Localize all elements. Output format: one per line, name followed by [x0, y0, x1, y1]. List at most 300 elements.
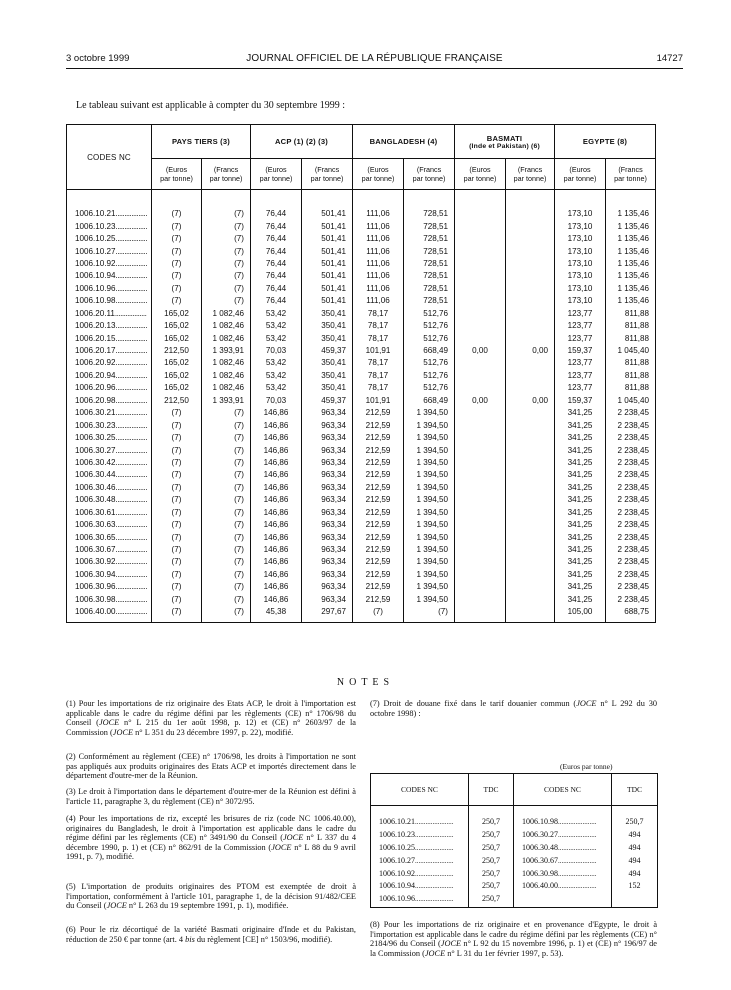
duty-value-cell [506, 258, 555, 270]
duty-value-cell: 668,49 [404, 345, 455, 357]
duty-value-cell [455, 519, 506, 531]
duty-value-cell: 512,76 [404, 370, 455, 382]
duty-value-cell [506, 220, 555, 232]
cn-code-cell: 1006.20.11.................. [67, 308, 152, 320]
header-rule [66, 68, 683, 69]
duty-value-cell [455, 407, 506, 419]
duty-value-cell [455, 569, 506, 581]
duty-value-cell [506, 370, 555, 382]
duty-value-cell: 2 238,45 [606, 531, 656, 543]
basmati-subtitle: (Inde et Pakistan) (6) [469, 142, 540, 150]
table-row [67, 208, 656, 220]
duty-value-cell: 212,59 [353, 507, 404, 519]
duty-value-cell: (7) [202, 295, 251, 307]
duty-value-cell [506, 594, 555, 606]
cn-code-cell: 1006.10.96...................... [371, 893, 469, 908]
duty-value-cell [506, 544, 555, 556]
duty-value-cell: 1 045,40 [606, 345, 656, 357]
duty-value-cell: 212,59 [353, 469, 404, 481]
duty-value-cell: 341,25 [555, 457, 606, 469]
duty-value-cell: 1 394,50 [404, 519, 455, 531]
table-row [67, 233, 656, 245]
unit-header-euros: (Euros par tonne) [251, 159, 302, 190]
cn-code-cell: 1006.10.25...................... [371, 842, 469, 855]
duty-value-cell: 1 135,46 [606, 220, 656, 232]
duty-value-cell [506, 581, 555, 593]
duty-value-cell: 297,67 [302, 606, 353, 623]
table-row [67, 308, 656, 320]
duty-value-cell [506, 569, 555, 581]
cn-code-cell: 1006.10.27...................... [371, 854, 469, 867]
intro-text: Le tableau suivant est applicable à compter du 30 septembre 1999 : [76, 100, 346, 111]
tdc-value-cell: 494 [612, 842, 658, 855]
duty-value-cell: 501,41 [302, 283, 353, 295]
duty-value-cell: (7) [202, 233, 251, 245]
duty-value-cell: 173,10 [555, 258, 606, 270]
duty-value-cell [506, 295, 555, 307]
duty-value-cell [455, 295, 506, 307]
duty-value-cell: 1 082,46 [202, 308, 251, 320]
tariff-rows [67, 208, 656, 623]
duty-value-cell [455, 544, 506, 556]
note-3: (3) Le droit à l'importation dans le département d'outre-mer de la Réunion est défini à l'article 11, paragraphe 3, du règlement (CE) n° 3072/95. [66, 787, 356, 806]
duty-value-cell: (7) [202, 519, 251, 531]
duty-value-cell: (7) [202, 581, 251, 593]
tdc-header-tdc: TDC [612, 774, 658, 806]
duty-value-cell: 1 394,50 [404, 544, 455, 556]
table-row [67, 531, 656, 543]
duty-value-cell [506, 432, 555, 444]
duty-value-cell: (7) [152, 220, 202, 232]
duty-value-cell: (7) [152, 233, 202, 245]
codes-nc-header: CODES NC [67, 125, 152, 190]
cn-code-cell: 1006.10.27.................. [67, 245, 152, 257]
cn-code-cell: 1006.30.44.................. [67, 469, 152, 481]
tdc-value-cell: 494 [612, 867, 658, 880]
tdc-table [370, 773, 658, 908]
cn-code-cell: 1006.20.96.................. [67, 382, 152, 394]
duty-value-cell: 512,76 [404, 308, 455, 320]
duty-value-cell: 350,41 [302, 320, 353, 332]
duty-value-cell: 173,10 [555, 270, 606, 282]
duty-value-cell: 173,10 [555, 233, 606, 245]
duty-value-cell [506, 507, 555, 519]
duty-value-cell: 1 394,50 [404, 556, 455, 568]
duty-value-cell [455, 357, 506, 369]
duty-value-cell: 165,02 [152, 382, 202, 394]
duty-value-cell: 728,51 [404, 295, 455, 307]
cn-code-cell: 1006.30.27.................. [67, 444, 152, 456]
duty-value-cell [455, 432, 506, 444]
table-row [67, 482, 656, 494]
duty-value-cell [455, 469, 506, 481]
tdc-value-cell: 250,7 [469, 880, 514, 893]
duty-value-cell: 76,44 [251, 233, 302, 245]
duty-value-cell: (7) [152, 457, 202, 469]
duty-value-cell: 2 238,45 [606, 444, 656, 456]
duty-value-cell: 728,51 [404, 208, 455, 220]
tdc-value-cell: 250,7 [469, 854, 514, 867]
cn-code-cell: 1006.20.92.................. [67, 357, 152, 369]
duty-value-cell: 1 135,46 [606, 270, 656, 282]
unit-header-euros: (Euros par tonne) [152, 159, 202, 190]
duty-value-cell: 512,76 [404, 332, 455, 344]
duty-value-cell: 76,44 [251, 208, 302, 220]
duty-value-cell: 101,91 [353, 345, 404, 357]
duty-value-cell: 173,10 [555, 208, 606, 220]
duty-value-cell: 146,86 [251, 519, 302, 531]
group-header-bangladesh: BANGLADESH (4) [353, 125, 455, 159]
duty-value-cell: 459,37 [302, 345, 353, 357]
duty-value-cell: (7) [202, 594, 251, 606]
duty-value-cell: (7) [202, 494, 251, 506]
duty-value-cell: 0,00 [506, 345, 555, 357]
duty-value-cell: (7) [152, 295, 202, 307]
duty-value-cell: 963,34 [302, 519, 353, 531]
table-row [371, 854, 658, 867]
duty-value-cell: 963,34 [302, 444, 353, 456]
duty-value-cell: 212,59 [353, 419, 404, 431]
table-row [67, 507, 656, 519]
duty-value-cell: 350,41 [302, 308, 353, 320]
duty-value-cell [506, 357, 555, 369]
cn-code-cell: 1006.30.98...................... [514, 867, 612, 880]
duty-value-cell [455, 556, 506, 568]
duty-value-cell: 212,59 [353, 407, 404, 419]
duty-value-cell [455, 370, 506, 382]
duty-value-cell: 146,86 [251, 544, 302, 556]
duty-value-cell: (7) [202, 245, 251, 257]
duty-value-cell: 963,34 [302, 469, 353, 481]
table-row [67, 544, 656, 556]
note-6: (6) Pour le riz décortiqué de la variété Basmati originaire d'Inde et du Pakistan, réduction de 250 € par tonne (art. 4 bis du règlement [CE] n° 1503/96, modifié). [66, 925, 356, 944]
duty-value-cell: 146,86 [251, 482, 302, 494]
table-row [67, 432, 656, 444]
cn-code-cell: 1006.30.98.................. [67, 594, 152, 606]
journal-title: JOURNAL OFFICIEL DE LA RÉPUBLIQUE FRANÇAISE [246, 53, 503, 64]
duty-value-cell: 76,44 [251, 295, 302, 307]
duty-value-cell: 70,03 [251, 345, 302, 357]
duty-value-cell: 159,37 [555, 395, 606, 407]
cn-code-cell: 1006.10.23.................. [67, 220, 152, 232]
duty-value-cell: (7) [202, 444, 251, 456]
tariff-table [66, 124, 656, 623]
duty-value-cell [506, 245, 555, 257]
duty-value-cell: 70,03 [251, 395, 302, 407]
duty-value-cell [455, 444, 506, 456]
tdc-value-cell: 250,7 [469, 816, 514, 829]
duty-value-cell: 1 394,50 [404, 419, 455, 431]
duty-value-cell: 1 394,50 [404, 581, 455, 593]
duty-value-cell: 111,06 [353, 283, 404, 295]
duty-value-cell: (7) [202, 457, 251, 469]
duty-value-cell [455, 270, 506, 282]
unit-header-row [67, 159, 656, 190]
duty-value-cell [455, 482, 506, 494]
duty-value-cell [506, 457, 555, 469]
duty-value-cell: 78,17 [353, 308, 404, 320]
duty-value-cell: 2 238,45 [606, 482, 656, 494]
group-header-basmati [455, 125, 555, 159]
duty-value-cell: 2 238,45 [606, 432, 656, 444]
duty-value-cell: 341,25 [555, 531, 606, 543]
duty-value-cell: 1 394,50 [404, 457, 455, 469]
cn-code-cell: 1006.30.65.................. [67, 531, 152, 543]
duty-value-cell: (7) [202, 270, 251, 282]
duty-value-cell: 1 394,50 [404, 494, 455, 506]
duty-value-cell: 146,86 [251, 494, 302, 506]
duty-value-cell: 459,37 [302, 395, 353, 407]
duty-value-cell: 501,41 [302, 220, 353, 232]
cn-code-cell: 1006.30.21.................. [67, 407, 152, 419]
duty-value-cell: 78,17 [353, 320, 404, 332]
issue-date: 3 octobre 1999 [66, 53, 130, 64]
duty-value-cell: 165,02 [152, 332, 202, 344]
duty-value-cell: (7) [152, 258, 202, 270]
duty-value-cell: 2 238,45 [606, 494, 656, 506]
duty-value-cell [506, 519, 555, 531]
duty-value-cell [455, 220, 506, 232]
duty-value-cell: 728,51 [404, 258, 455, 270]
duty-value-cell: (7) [202, 606, 251, 623]
duty-value-cell: 212,59 [353, 444, 404, 456]
duty-value-cell: (7) [353, 606, 404, 623]
duty-value-cell: 728,51 [404, 245, 455, 257]
duty-value-cell: 350,41 [302, 357, 353, 369]
duty-value-cell: 78,17 [353, 370, 404, 382]
duty-value-cell: 811,88 [606, 308, 656, 320]
table-row [67, 419, 656, 431]
duty-value-cell [506, 382, 555, 394]
duty-value-cell: 53,42 [251, 382, 302, 394]
duty-value-cell: 341,25 [555, 594, 606, 606]
duty-value-cell: 78,17 [353, 332, 404, 344]
tdc-header-codes: CODES NC [514, 774, 612, 806]
duty-value-cell: 2 238,45 [606, 457, 656, 469]
duty-value-cell: 963,34 [302, 494, 353, 506]
basmati-title: BASMATI [486, 133, 523, 143]
duty-value-cell: (7) [202, 507, 251, 519]
table-row [67, 332, 656, 344]
duty-value-cell: 212,59 [353, 544, 404, 556]
cn-code-cell: 1006.30.63.................. [67, 519, 152, 531]
cn-code-cell: 1006.20.13.................. [67, 320, 152, 332]
duty-value-cell: 728,51 [404, 233, 455, 245]
duty-value-cell [455, 245, 506, 257]
duty-value-cell: 811,88 [606, 370, 656, 382]
duty-value-cell: 1 394,50 [404, 469, 455, 481]
duty-value-cell [455, 606, 506, 623]
unit-header-francs: (Francs par tonne) [606, 159, 656, 190]
duty-value-cell [455, 594, 506, 606]
cn-code-cell: 1006.30.94.................. [67, 569, 152, 581]
duty-value-cell: 146,86 [251, 457, 302, 469]
duty-value-cell [455, 419, 506, 431]
duty-value-cell: 1 082,46 [202, 382, 251, 394]
duty-value-cell: (7) [202, 220, 251, 232]
duty-value-cell [455, 258, 506, 270]
table-row [67, 245, 656, 257]
duty-value-cell: 1 393,91 [202, 345, 251, 357]
duty-value-cell: 350,41 [302, 370, 353, 382]
cn-code-cell: 1006.30.96.................. [67, 581, 152, 593]
duty-value-cell: 1 394,50 [404, 407, 455, 419]
duty-value-cell [455, 308, 506, 320]
duty-value-cell: 212,59 [353, 556, 404, 568]
duty-value-cell: 76,44 [251, 270, 302, 282]
duty-value-cell: 2 238,45 [606, 556, 656, 568]
duty-value-cell: 963,34 [302, 594, 353, 606]
table-row [67, 494, 656, 506]
table-row [67, 357, 656, 369]
duty-value-cell: 111,06 [353, 208, 404, 220]
duty-value-cell: (7) [202, 544, 251, 556]
duty-value-cell: 1 135,46 [606, 283, 656, 295]
duty-value-cell: 212,50 [152, 395, 202, 407]
duty-value-cell: 146,86 [251, 569, 302, 581]
duty-value-cell: 811,88 [606, 382, 656, 394]
duty-value-cell: 53,42 [251, 308, 302, 320]
duty-value-cell: 668,49 [404, 395, 455, 407]
duty-value-cell: 963,34 [302, 569, 353, 581]
duty-value-cell: (7) [202, 432, 251, 444]
cn-code-cell [514, 893, 612, 908]
cn-code-cell: 1006.10.98.................. [67, 295, 152, 307]
duty-value-cell: 146,86 [251, 594, 302, 606]
duty-value-cell [455, 531, 506, 543]
tdc-rows [371, 806, 658, 908]
duty-value-cell: (7) [202, 407, 251, 419]
duty-value-cell: (7) [152, 283, 202, 295]
table-row [67, 295, 656, 307]
duty-value-cell: 165,02 [152, 370, 202, 382]
table-row [67, 606, 656, 623]
duty-value-cell: 1 045,40 [606, 395, 656, 407]
table-row [67, 519, 656, 531]
group-header-pays-tiers: PAYS TIERS (3) [152, 125, 251, 159]
duty-value-cell: 501,41 [302, 258, 353, 270]
table-row [67, 382, 656, 394]
duty-value-cell [506, 320, 555, 332]
tdc-value-cell: 494 [612, 854, 658, 867]
duty-value-cell: (7) [152, 444, 202, 456]
duty-value-cell: (7) [152, 419, 202, 431]
group-header-acp: ACP (1) (2) (3) [251, 125, 353, 159]
duty-value-cell: 146,86 [251, 444, 302, 456]
duty-value-cell: 53,42 [251, 332, 302, 344]
duty-value-cell: 2 238,45 [606, 594, 656, 606]
duty-value-cell [506, 407, 555, 419]
duty-value-cell: 963,34 [302, 482, 353, 494]
tdc-header-codes: CODES NC [371, 774, 469, 806]
table-row [67, 581, 656, 593]
note-7: (7) Droit de douane fixé dans le tarif douanier commun (JOCE n° L 292 du 30 octobre 1998) : [370, 699, 657, 718]
duty-value-cell: 212,59 [353, 569, 404, 581]
cn-code-cell: 1006.30.25.................. [67, 432, 152, 444]
duty-value-cell: 146,86 [251, 419, 302, 431]
duty-value-cell: (7) [152, 270, 202, 282]
table-row [67, 395, 656, 407]
duty-value-cell: 0,00 [506, 395, 555, 407]
table-row [371, 880, 658, 893]
duty-value-cell [506, 444, 555, 456]
duty-value-cell: 1 135,46 [606, 233, 656, 245]
duty-value-cell: 212,59 [353, 519, 404, 531]
cn-code-cell: 1006.10.23...................... [371, 829, 469, 842]
duty-value-cell: 0,00 [455, 395, 506, 407]
duty-value-cell: 963,34 [302, 544, 353, 556]
note-8: (8) Pour les importations de riz originaire et en provenance d'Egypte, le droit à l'importation est applicable dans le cadre du régime défini par les règlements (CE) n° 2184/96 du Conseil (JOCE n° L 92 du 15 novembre 1996, p. 1) et (CE) n° 196/97 de la Commission (JOCE n° L 31 du 1er février 1997, p. 53). [370, 920, 657, 958]
cn-code-cell: 1006.20.15.................. [67, 332, 152, 344]
duty-value-cell: 501,41 [302, 270, 353, 282]
tdc-value-cell: 250,7 [469, 829, 514, 842]
duty-value-cell: (7) [152, 432, 202, 444]
duty-value-cell: 2 238,45 [606, 581, 656, 593]
duty-value-cell: 2 238,45 [606, 519, 656, 531]
table-row [371, 829, 658, 842]
duty-value-cell: 501,41 [302, 295, 353, 307]
duty-value-cell: 728,51 [404, 283, 455, 295]
duty-value-cell: 111,06 [353, 245, 404, 257]
duty-value-cell: 963,34 [302, 457, 353, 469]
duty-value-cell: 53,42 [251, 320, 302, 332]
duty-value-cell: 2 238,45 [606, 544, 656, 556]
duty-value-cell: 1 394,50 [404, 594, 455, 606]
unit-header-francs: (Francs par tonne) [302, 159, 353, 190]
table-row [67, 457, 656, 469]
duty-value-cell: 146,86 [251, 531, 302, 543]
cn-code-cell: 1006.30.42.................. [67, 457, 152, 469]
duty-value-cell [455, 494, 506, 506]
duty-value-cell: 111,06 [353, 220, 404, 232]
unit-header-francs: (Francs par tonne) [404, 159, 455, 190]
duty-value-cell: 212,59 [353, 482, 404, 494]
duty-value-cell: 146,86 [251, 556, 302, 568]
duty-value-cell: 165,02 [152, 308, 202, 320]
duty-value-cell: (7) [152, 507, 202, 519]
duty-value-cell: 512,76 [404, 320, 455, 332]
tdc-value-cell: 250,7 [469, 893, 514, 908]
cn-code-cell: 1006.30.48...................... [514, 842, 612, 855]
duty-value-cell: 2 238,45 [606, 419, 656, 431]
duty-value-cell: 1 082,46 [202, 357, 251, 369]
duty-value-cell: 1 082,46 [202, 320, 251, 332]
table-row [67, 370, 656, 382]
duty-value-cell: 963,34 [302, 419, 353, 431]
duty-value-cell: 341,25 [555, 544, 606, 556]
duty-value-cell: (7) [202, 469, 251, 481]
duty-value-cell [455, 382, 506, 394]
duty-value-cell: (7) [152, 245, 202, 257]
duty-value-cell: (7) [202, 208, 251, 220]
duty-value-cell: 501,41 [302, 208, 353, 220]
cn-code-cell: 1006.40.00.................. [67, 606, 152, 623]
duty-value-cell: (7) [152, 482, 202, 494]
duty-value-cell: (7) [152, 469, 202, 481]
table-row [67, 220, 656, 232]
duty-value-cell: 111,06 [353, 270, 404, 282]
duty-value-cell: 1 135,46 [606, 208, 656, 220]
duty-value-cell: 341,25 [555, 519, 606, 531]
duty-value-cell: 165,02 [152, 357, 202, 369]
duty-value-cell: (7) [152, 531, 202, 543]
duty-value-cell: 341,25 [555, 507, 606, 519]
duty-value-cell: (7) [202, 258, 251, 270]
running-header [66, 53, 683, 67]
duty-value-cell: 76,44 [251, 283, 302, 295]
duty-value-cell: 1 135,46 [606, 295, 656, 307]
duty-value-cell: 165,02 [152, 320, 202, 332]
